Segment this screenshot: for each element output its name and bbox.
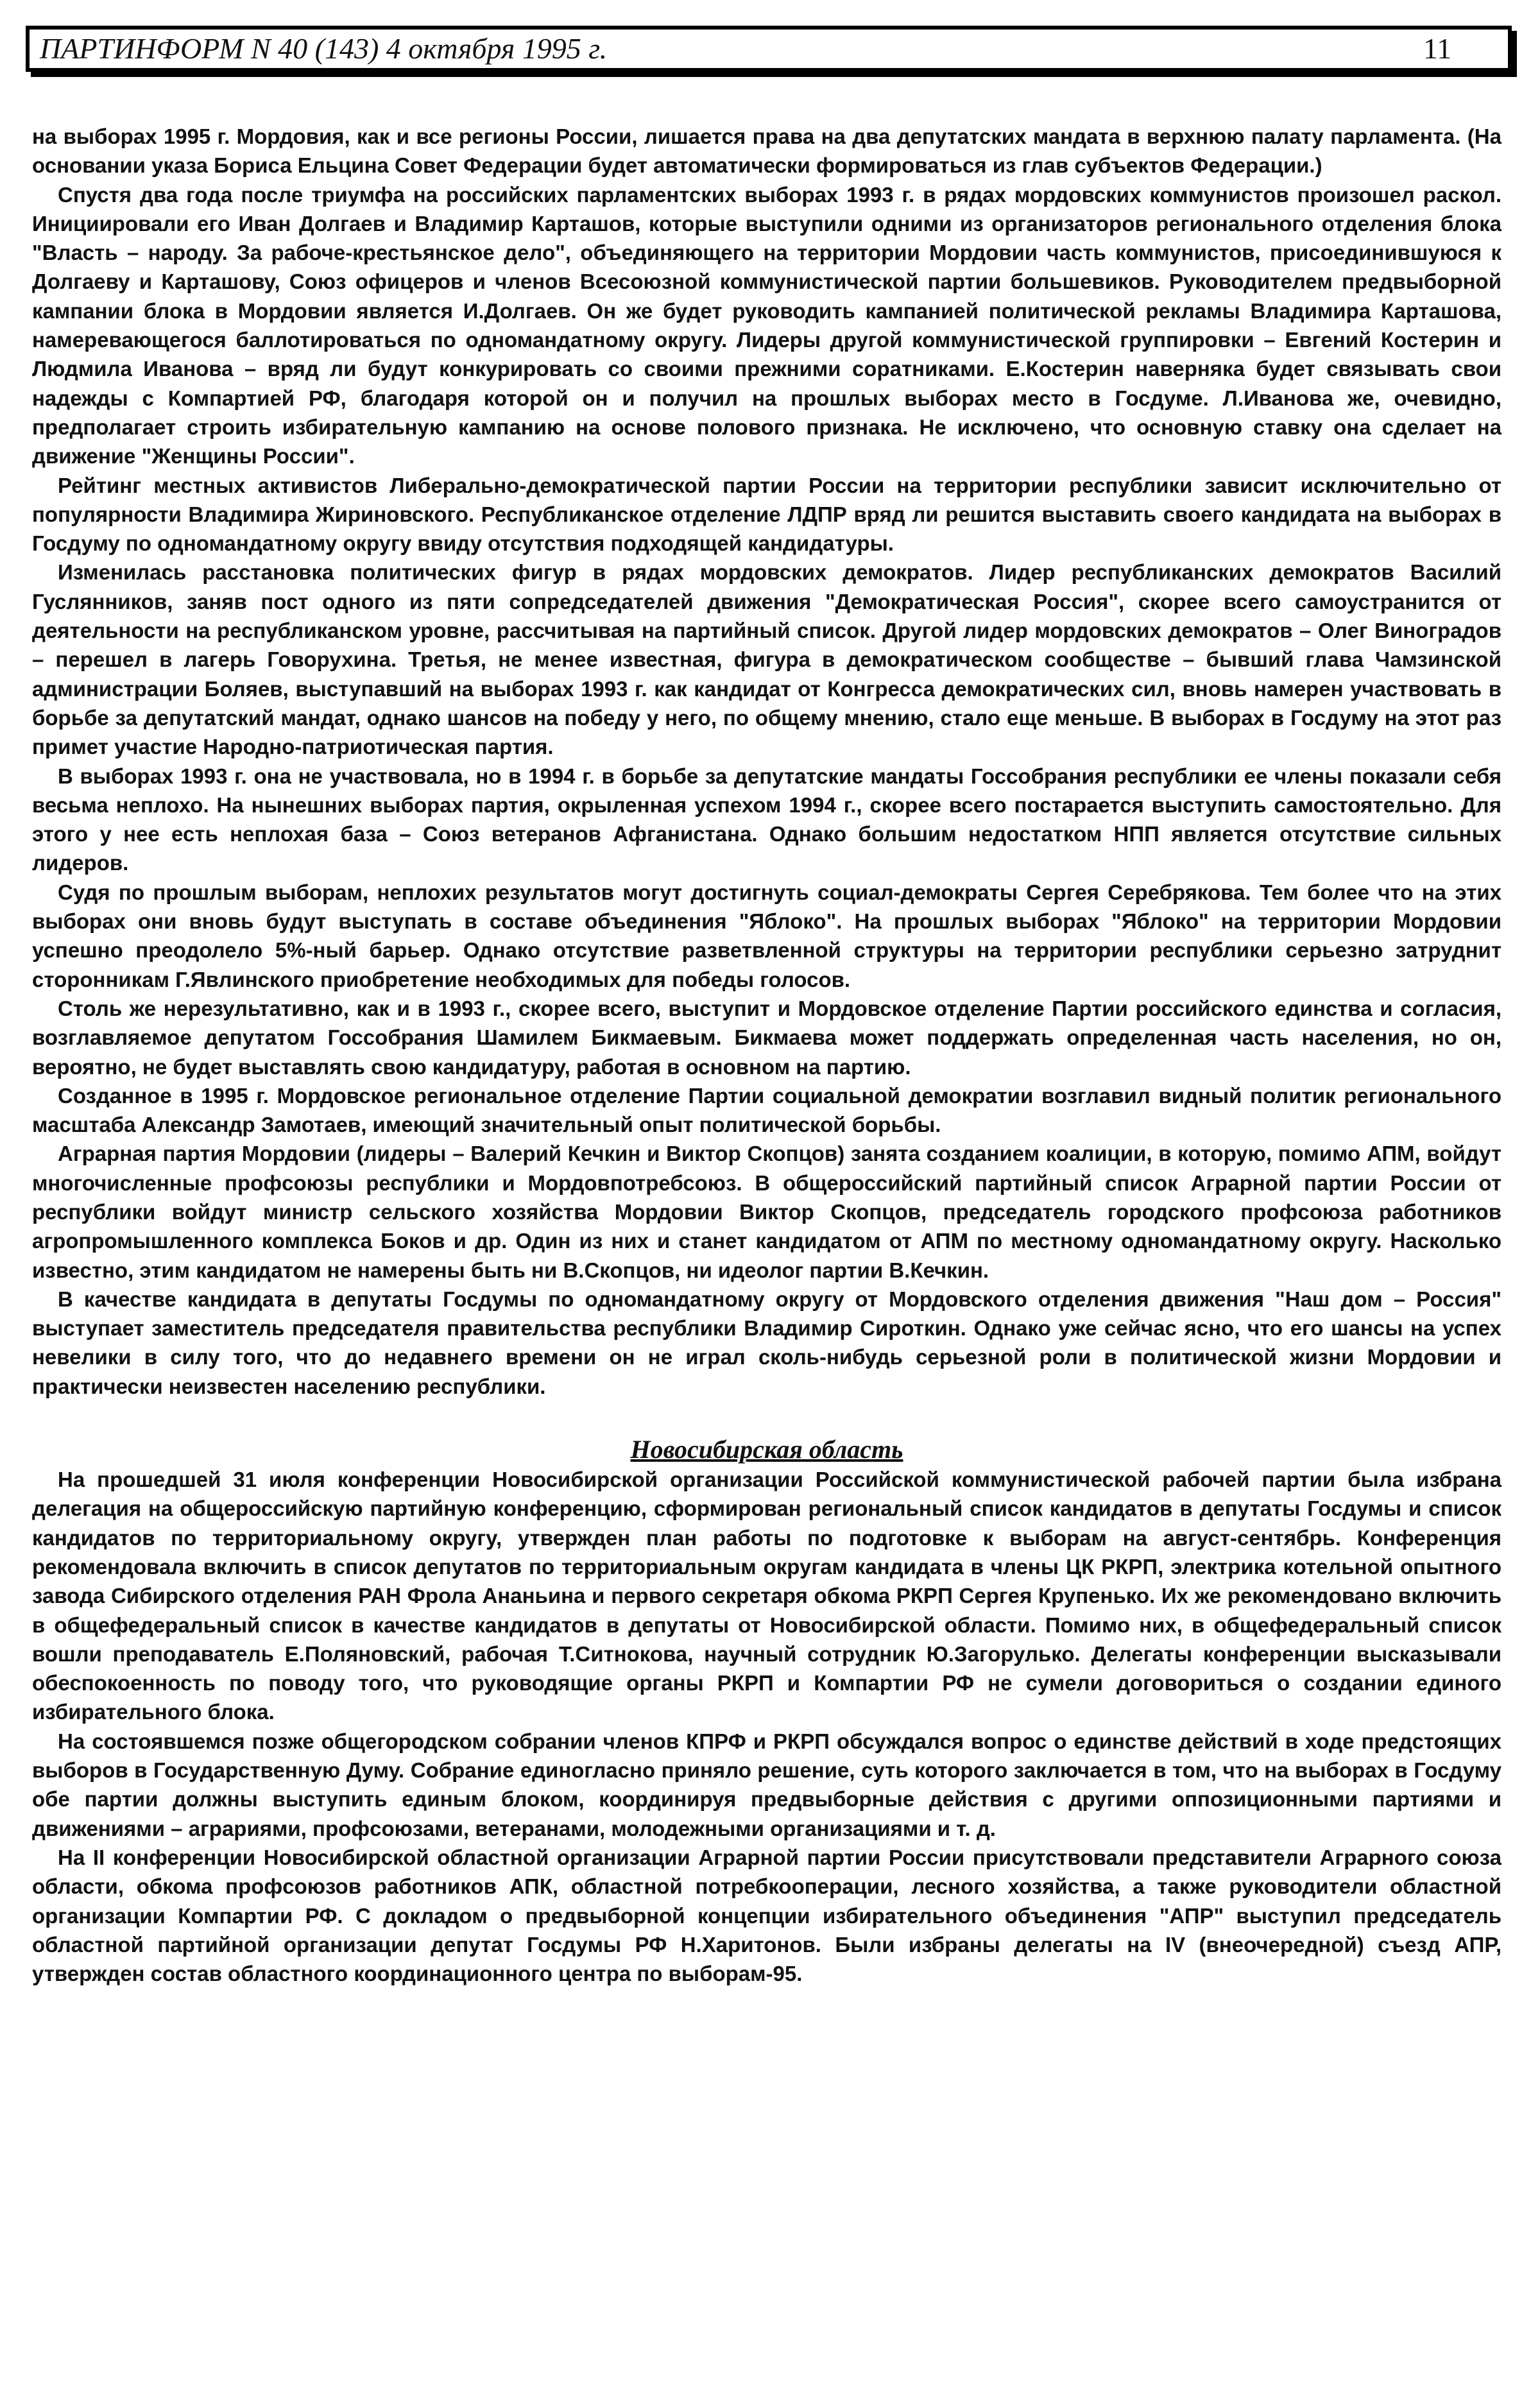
paragraph: На прошедшей 31 июля конференции Новосибирской организации Российской коммунистической рабочей партии была избрана делегация на общероссийскую партийную конференцию, сформирован региональный список кандидатов в депутаты Госдумы и список кандидатов по территориальному округу, утвержден план работы по подготовке к выборам на август-сентябрь. Конференция рекомендовала включить в список депутатов по территориальным округам кандидата в члены ЦК РКРП, электрика котельной опытного завода Сибирского отделения РАН Фрола Ананьина и первого секретаря обкома РКРП Сергея Крупенько. Их же рекомендовано включить в общефедеральный список в качестве кандидатов в депутаты от Новосибирской области. Помимо них, в общефедеральный список вошли преподаватель Е.Поляновский, рабочая Т.Ситнокова, научный сотрудник Ю.Загорулько. Делегаты конференции высказывали обеспокоенность по поводу того, что руководящие органы РКРП и Компартии РФ не сумели договориться о создании единого избирательного блока. — [32, 1468, 1502, 1724]
paragraph: Созданное в 1995 г. Мордовское региональное отделение Партии социальной демократии возглавил видный политик регионального масштаба Александр Замотаев, имеющий значительный опыт политической борьбы. — [32, 1083, 1502, 1137]
paragraph: Изменилась расстановка политических фигур в рядах мордовских демократов. Лидер республиканских демократов Василий Гуслянников, заняв пост одного из пяти сопредседателей движения "Демократическая Россия", скорее всего самоустранится от деятельности на республиканском уровне, рассчитывая на партийный список. Другой лидер мордовских демократов – Олег Виноградов – перешел в лагерь Говорухина. Третья, не менее известная, фигура в демократическом сообществе – бывший глава Чамзинской администрации Боляев, выступавший на выборах 1993 г. как кандидат от Конгресса демократических сил, вновь намерен участвовать в борьбе за депутатский мандат, однако шансов на победу у него, по общему мнению, стало еще меньше. В выборах в Госдуму на этот раз примет участие Народно-патриотическая партия. — [32, 560, 1502, 759]
paragraph: Рейтинг местных активистов Либерально-демократической партии России на территории республики зависит исключительно от популярности Владимира Жириновского. Республиканское отделение ЛДПР вряд ли решится выставить своего кандидата на выборах в Госдуму по одномандатному округу ввиду отсутствия подходящей кандидатуры. — [32, 473, 1502, 556]
page-number: 11 — [1423, 32, 1452, 65]
section-heading: Новосибирская область — [630, 1435, 903, 1464]
article-body — [32, 122, 1502, 1988]
paragraph: На состоявшемся позже общегородском собрании членов КПРФ и РКРП обсуждался вопрос о единстве действий в ходе предстоящих выборов в Государственную Думу. Собрание единогласно приняло решение, суть которого заключается в том, что на выборах в Госдуму обе партии должны выступить единым блоком, координируя предвыборные действия с другими оппозиционными партиями и движениями – аграриями, профсоюзами, ветеранами, молодежными организациями и т. д. — [32, 1729, 1502, 1840]
paragraph: Судя по прошлым выборам, неплохих результатов могут достигнуть социал-демократы Сергея Серебрякова. Тем более что на этих выборах они вновь будут выступать в составе объединения "Яблоко". На прошлых выборах "Яблоко" на территории Мордовии успешно преодолело 5%-ный барьер. Однако отсутствие разветвленной структуры на территории республики серьезно затруднит сторонникам Г.Явлинского приобретение необходимых для победы голосов. — [32, 880, 1502, 991]
page-header — [26, 26, 1512, 72]
paragraph: на выборах 1995 г. Мордовия, как и все регионы России, лишается права на два депутатских мандата в верхнюю палату парламента. (На основании указа Бориса Ельцина Совет Федерации будет автоматически формироваться из глав субъектов Федерации.) — [32, 124, 1502, 178]
paragraph: На II конференции Новосибирской областной организации Аграрной партии России присутствовали представители Аграрного союза области, обкома профсоюзов работников АПК, областной потребкооперации, лесного хозяйства, а также руководители областной организации Компартии РФ. С докладом о предвыборной концепции избирательного объединения "АПР" выступил председатель областной партийной организации депутат Госдумы РФ Н.Харитонов. Были избраны делегаты на IV (внеочередной) съезд АПР, утвержден состав областного координационного центра по выборам-95. — [32, 1845, 1502, 1986]
paragraph: Аграрная партия Мордовии (лидеры – Валерий Кечкин и Виктор Скопцов) занята созданием коалиции, в которую, помимо АПМ, войдут многочисленные профсоюзы республики и Мордовпотребсоюз. В общероссийский партийный список Аграрной партии России от республики войдут министр сельского хозяйства Мордовии Виктор Скопцов, председатель городского профсоюза работников агропромышленного комплекса Боков и др. Один из них и станет кандидатом от АПМ по местному одномандатному округу. Насколько известно, этим кандидатом не намерены быть ни В.Скопцов, ни идеолог партии В.Кечкин. — [32, 1142, 1502, 1282]
paragraph: Спустя два года после триумфа на российских парламентских выборах 1993 г. в рядах мордовских коммунистов произошел раскол. Инициировали его Иван Долгаев и Владимир Карташов, которые выступили одними из организаторов регионального отделения блока "Власть – народу. За рабоче-крестьянское дело", объединяющего на территории Мордовии часть коммунистов, присоединившуюся к Долгаеву и Карташову, Союз офицеров и членов Всесоюзной коммунистической партии большевиков. Руководителем предвыборной кампании блока в Мордовии является И.Долгаев. Он же будет руководить кампанией политической рекламы Владимира Карташова, намеревающегося баллотироваться по одномандатному округу. Лидеры другой коммунистической группировки – Евгений Костерин и Людмила Иванова – вряд ли будут конкурировать со своими прежними соратниками. Е.Костерин наверняка будет связывать свои надежды с Компартией РФ, благодаря которой он и получил на прошлых выборах место в Госдуме. Л.Иванова же, очевидно, предполагает строить избирательную кампанию на основе полового признака. Не исключено, что основную ставку она сделает на движение "Женщины России". — [32, 182, 1502, 468]
publication-title: ПАРТИНФОРМ N 40 (143) 4 октября 1995 г. — [40, 32, 608, 65]
paragraph: В выборах 1993 г. она не участвовала, но в 1994 г. в борьбе за депутатские мандаты Госсобрания республики ее члены показали себя весьма неплохо. На нынешних выборах партия, окрыленная успехом 1994 г., скорее всего постарается выступить самостоятельно. Для этого у нее есть неплохая база – Союз ветеранов Афганистана. Однако большим недостатком НПП является отсутствие сильных лидеров. — [32, 764, 1502, 875]
paragraph: В качестве кандидата в депутаты Госдумы по одномандатному округу от Мордовского отделения движения "Наш дом – Россия" выступает заместитель председателя правительства республики Владимир Сироткин. Однако уже сейчас ясно, что его шансы на успех невелики в силу того, что до недавнего времени он не играл сколь-нибудь серьезной роли в политической жизни Мордовии и практически неизвестен населению республики. — [32, 1287, 1502, 1398]
paragraph: Столь же нерезультативно, как и в 1993 г., скорее всего, выступит и Мордовское отделение Партии российского единства и согласия, возглавляемое депутатом Госсобрания Шамилем Бикмаевым. Бикмаева может поддержать определенная часть населения, но он, вероятно, не будет выставлять свою кандидатуру, работая в основном на партию. — [32, 996, 1502, 1079]
